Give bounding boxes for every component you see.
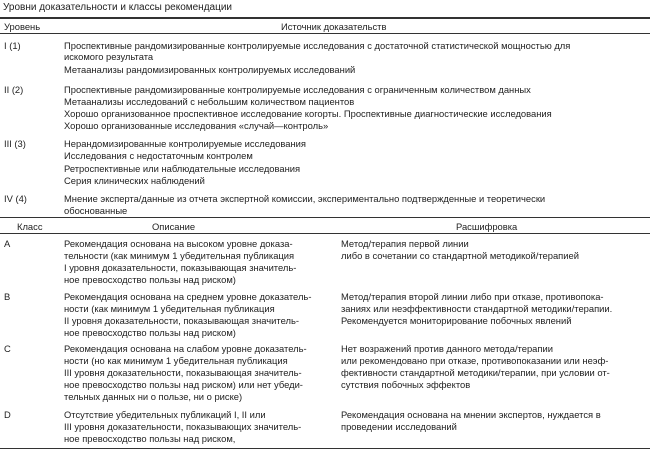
level-source-line: искомого результата [64, 51, 154, 62]
level-label: II (2) [4, 84, 24, 95]
class-decode-line: фективности стандартной методики/терапии, при условии от- [341, 367, 610, 378]
class-desc-line: II уровня доказательности, показывающая значитель- [64, 315, 299, 326]
class-decode-line: заниях или неэффективности стандартной методики/терапии. [341, 303, 613, 314]
class-desc-line: тельности (как минимум 1 убедительная публикация [64, 250, 295, 261]
class-desc-line: ности (но как минимум 1 убедительная публикация [64, 355, 288, 366]
class-desc-line: Рекомендация основана на среднем уровне доказатель- [64, 291, 312, 302]
classes-header-decoding: Расшифровка [456, 221, 518, 232]
classes-header-top-rule [0, 217, 650, 218]
level-label: IV (4) [4, 193, 27, 204]
classes-header-class: Класс [17, 221, 43, 232]
level-source-line: Проспективные рандомизированные контролируемые исследования с ограниченным количеством данных [64, 84, 531, 95]
classes-header-rule [0, 233, 650, 234]
levels-header-source: Источник доказательств [281, 21, 387, 32]
level-source-line: Хорошо организованные исследования «случай—контроль» [64, 120, 329, 131]
level-source-line: Ретроспективные или наблюдательные исследования [64, 163, 301, 174]
class-decode-line: либо в сочетании со стандартной методикой/терапией [341, 250, 579, 261]
level-source-line: Метаанализы исследований с небольшим количеством пациентов [64, 96, 355, 107]
class-desc-line: ное превосходство пользы над риском, [64, 433, 236, 444]
level-source-line: Серия клинических наблюдений [64, 175, 205, 186]
level-source-line: Исследования с недостаточным контролем [64, 150, 253, 161]
level-source-line: Метаанализы рандомизированных контролируемых исследований [64, 64, 356, 75]
class-decode-line: или рекомендовано при отказе, противопоказании или неэф- [341, 355, 609, 366]
classes-header-description: Описание [152, 221, 196, 232]
class-decode-line: Рекомендуется мониторирование побочных явлений [341, 315, 572, 326]
levels-header-level: Уровень [4, 21, 41, 32]
top-rule [0, 17, 650, 19]
class-decode-line: Метод/терапия второй линии либо при отказе, противопока- [341, 291, 604, 302]
class-desc-line: Рекомендация основана на слабом уровне доказатель- [64, 343, 307, 354]
class-desc-line: III уровня доказательности, показывающая значитель- [64, 367, 302, 378]
level-source-line: Нерандомизированные контролируемые исследования [64, 138, 307, 149]
table-title: Уровни доказательности и классы рекомендации [3, 2, 233, 13]
class-decode-line: проведении исследований [341, 421, 457, 432]
class-decode-line: Рекомендация основана на мнении экспертов, нуждается в [341, 409, 601, 420]
class-decode-line: Нет возражений против данного метода/терапии [341, 343, 553, 354]
class-label: D [4, 409, 11, 420]
level-label: I (1) [4, 40, 21, 51]
class-label: A [4, 238, 11, 249]
bottom-rule [0, 448, 650, 449]
class-desc-line: I уровня доказательности, показывающая значитель- [64, 262, 297, 273]
class-desc-line: ное превосходство пользы над риском) или нет убеди- [64, 379, 303, 390]
class-desc-line: тельных данных ни о пользе, ни о риске) [64, 391, 243, 402]
class-desc-line: III уровня доказательности, показывающих значитель- [64, 421, 302, 432]
class-desc-line: ности (как минимум 1 убедительная публикация [64, 303, 275, 314]
level-label: III (3) [4, 138, 26, 149]
class-decode-line: Метод/терапия первой линии [341, 238, 469, 249]
class-label: B [4, 291, 11, 302]
class-desc-line: Рекомендация основана на высоком уровне доказа- [64, 238, 293, 249]
level-source-line: Проспективные рандомизированные контролируемые исследования с достаточной статистической мощностью для [64, 40, 571, 51]
levels-header-rule [0, 33, 650, 34]
class-desc-line: ное превосходство пользы над риском) [64, 327, 236, 338]
level-source-line: Хорошо организованное проспективное исследование когорты. Проспективные диагностические исследования [64, 108, 552, 119]
level-source-line: Мнение эксперта/данные из отчета экспертной комиссии, экспериментально подтвержденные и теоретически [64, 193, 546, 204]
class-label: C [4, 343, 11, 354]
class-decode-line: сутствия побочных эффектов [341, 379, 471, 390]
level-source-line: обоснованные [64, 205, 128, 216]
class-desc-line: ное превосходство пользы над риском) [64, 274, 236, 285]
class-desc-line: Отсутствие убедительных публикаций I, II или [64, 409, 266, 420]
